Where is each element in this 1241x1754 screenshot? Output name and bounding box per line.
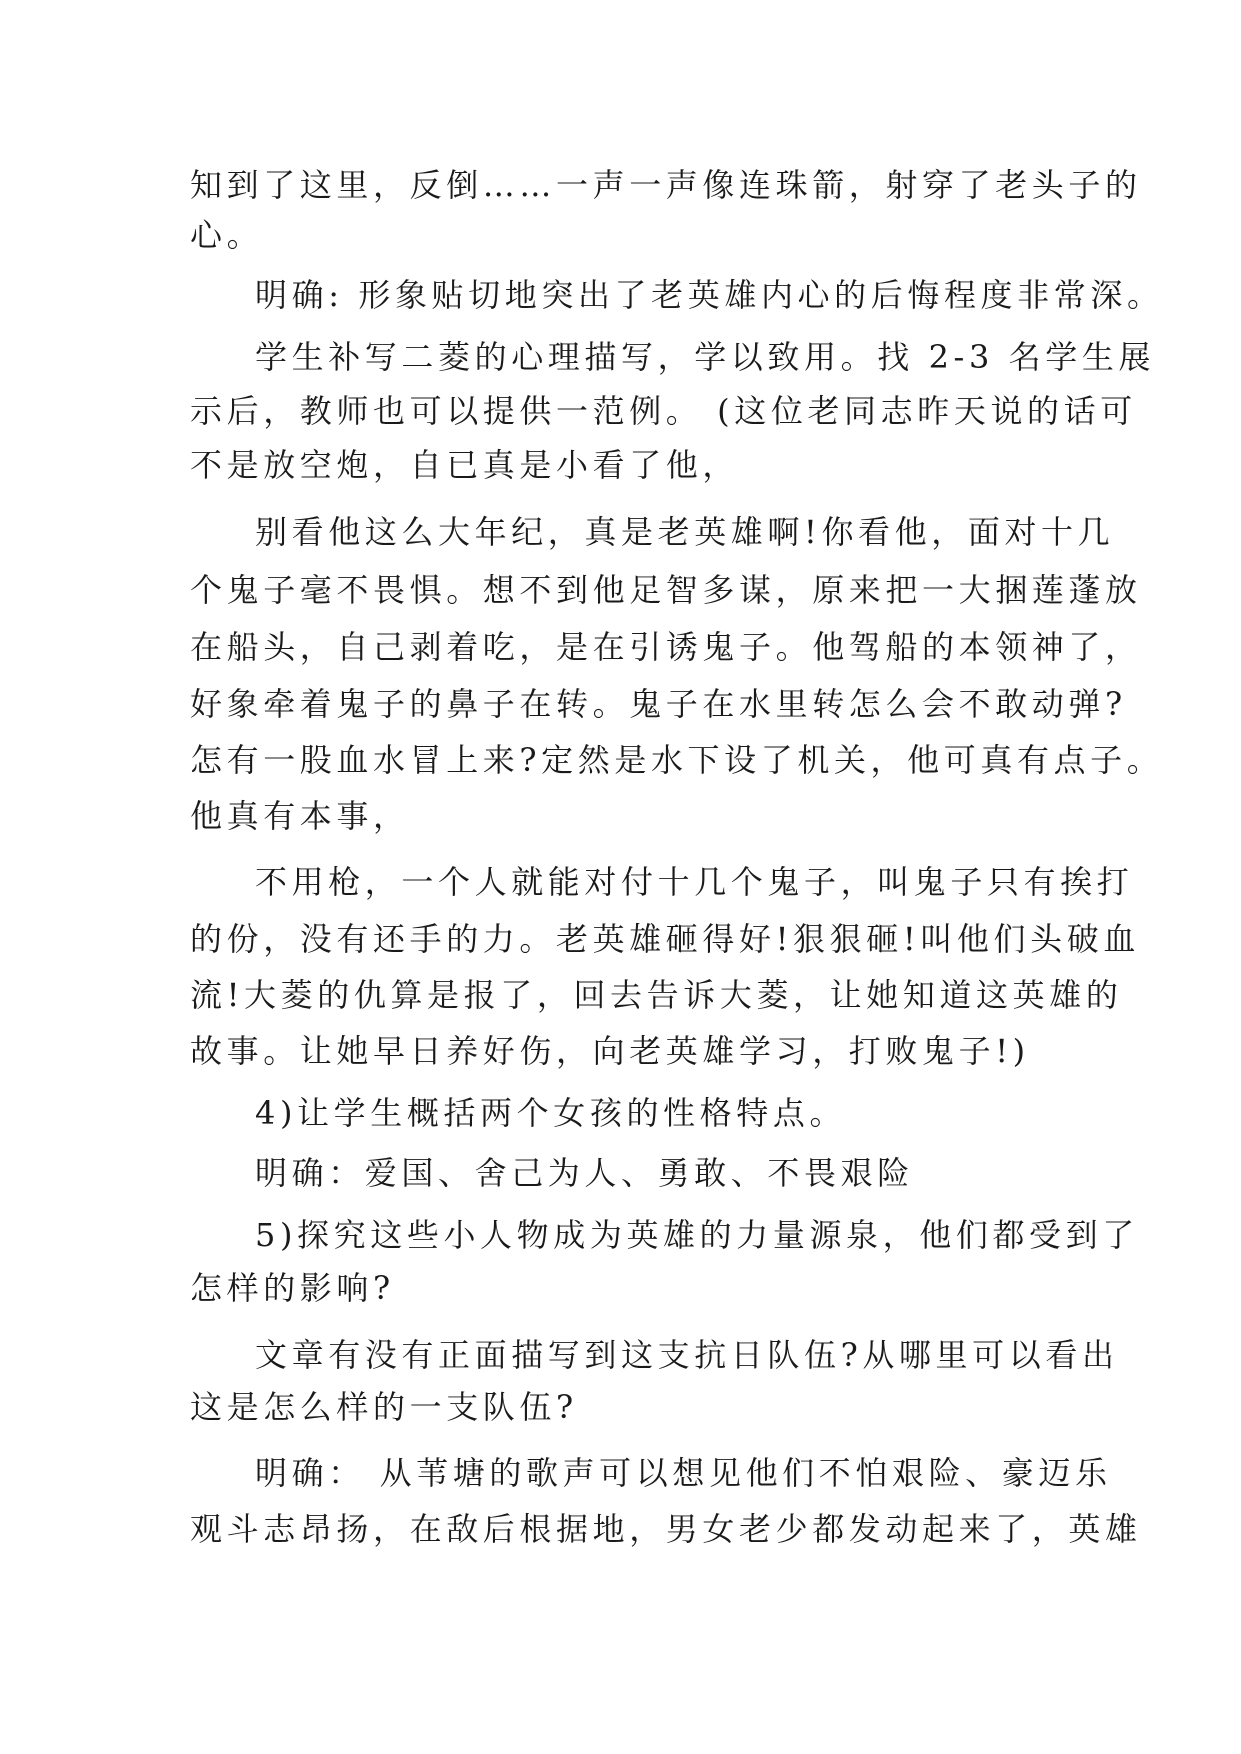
text-line: 心。 <box>190 216 264 254</box>
text-line: 不是放空炮，自已真是小看了他， <box>190 446 740 484</box>
text-line: 明确: 形象贴切地突出了老英雄内心的后悔程度非常深。 <box>255 276 1164 314</box>
text-line: 个鬼子毫不畏惧。想不到他足智多谋，原来把一大捆莲蓬放 <box>190 571 1142 609</box>
text-line: 观斗志昂扬，在敌后根据地，男女老少都发动起来了，英雄 <box>190 1510 1142 1548</box>
text-line: 的份，没有还手的力。老英雄砸得好!狠狠砸!叫他们头破血 <box>190 920 1140 958</box>
text-line: 学生补写二菱的心理描写，学以致用。找 2-3 名学生展 <box>255 338 1156 376</box>
text-line: 文章有没有正面描写到这支抗日队伍?从哪里可以看出 <box>255 1336 1119 1374</box>
text-line: 流!大菱的仇算是报了，回去告诉大菱，让她知道这英雄的 <box>190 976 1123 1014</box>
text-line: 怎样的影响? <box>190 1269 395 1307</box>
text-line: 别看他这么大年纪，真是老英雄啊!你看他，面对十几 <box>255 513 1115 551</box>
text-line: 知到了这里，反倒……一声一声像连珠箭，射穿了老头子的 <box>190 166 1142 204</box>
text-line: 明确： 从苇塘的歌声可以想见他们不怕艰险、豪迈乐 <box>255 1454 1112 1492</box>
text-line: 故事。让她早日养好伤，向老英雄学习，打败鬼子!) <box>190 1032 1030 1070</box>
text-line: 在船头，自己剥着吃，是在引诱鬼子。他驾船的本领神了， <box>190 628 1142 666</box>
text-line: 不用枪，一个人就能对付十几个鬼子，叫鬼子只有挨打 <box>255 863 1134 901</box>
text-line: 这是怎么样的一支队伍? <box>190 1388 578 1426</box>
text-line: 示后，教师也可以提供一范例。 (这位老同志昨天说的话可 <box>190 392 1137 430</box>
text-line: 他真有本事， <box>190 797 410 835</box>
text-line: 明确：爱国、舍己为人、勇敢、不畏艰险 <box>255 1154 914 1192</box>
text-line: 5)探究这些小人物成为英雄的力量源泉，他们都受到了 <box>255 1216 1139 1254</box>
text-line: 怎有一股血水冒上来?定然是水下设了机关，他可真有点子。 <box>190 741 1164 779</box>
text-line: 好象牵着鬼子的鼻子在转。鬼子在水里转怎么会不敢动弹? <box>190 685 1127 723</box>
text-line: 4)让学生概括两个女孩的性格特点。 <box>255 1094 847 1132</box>
